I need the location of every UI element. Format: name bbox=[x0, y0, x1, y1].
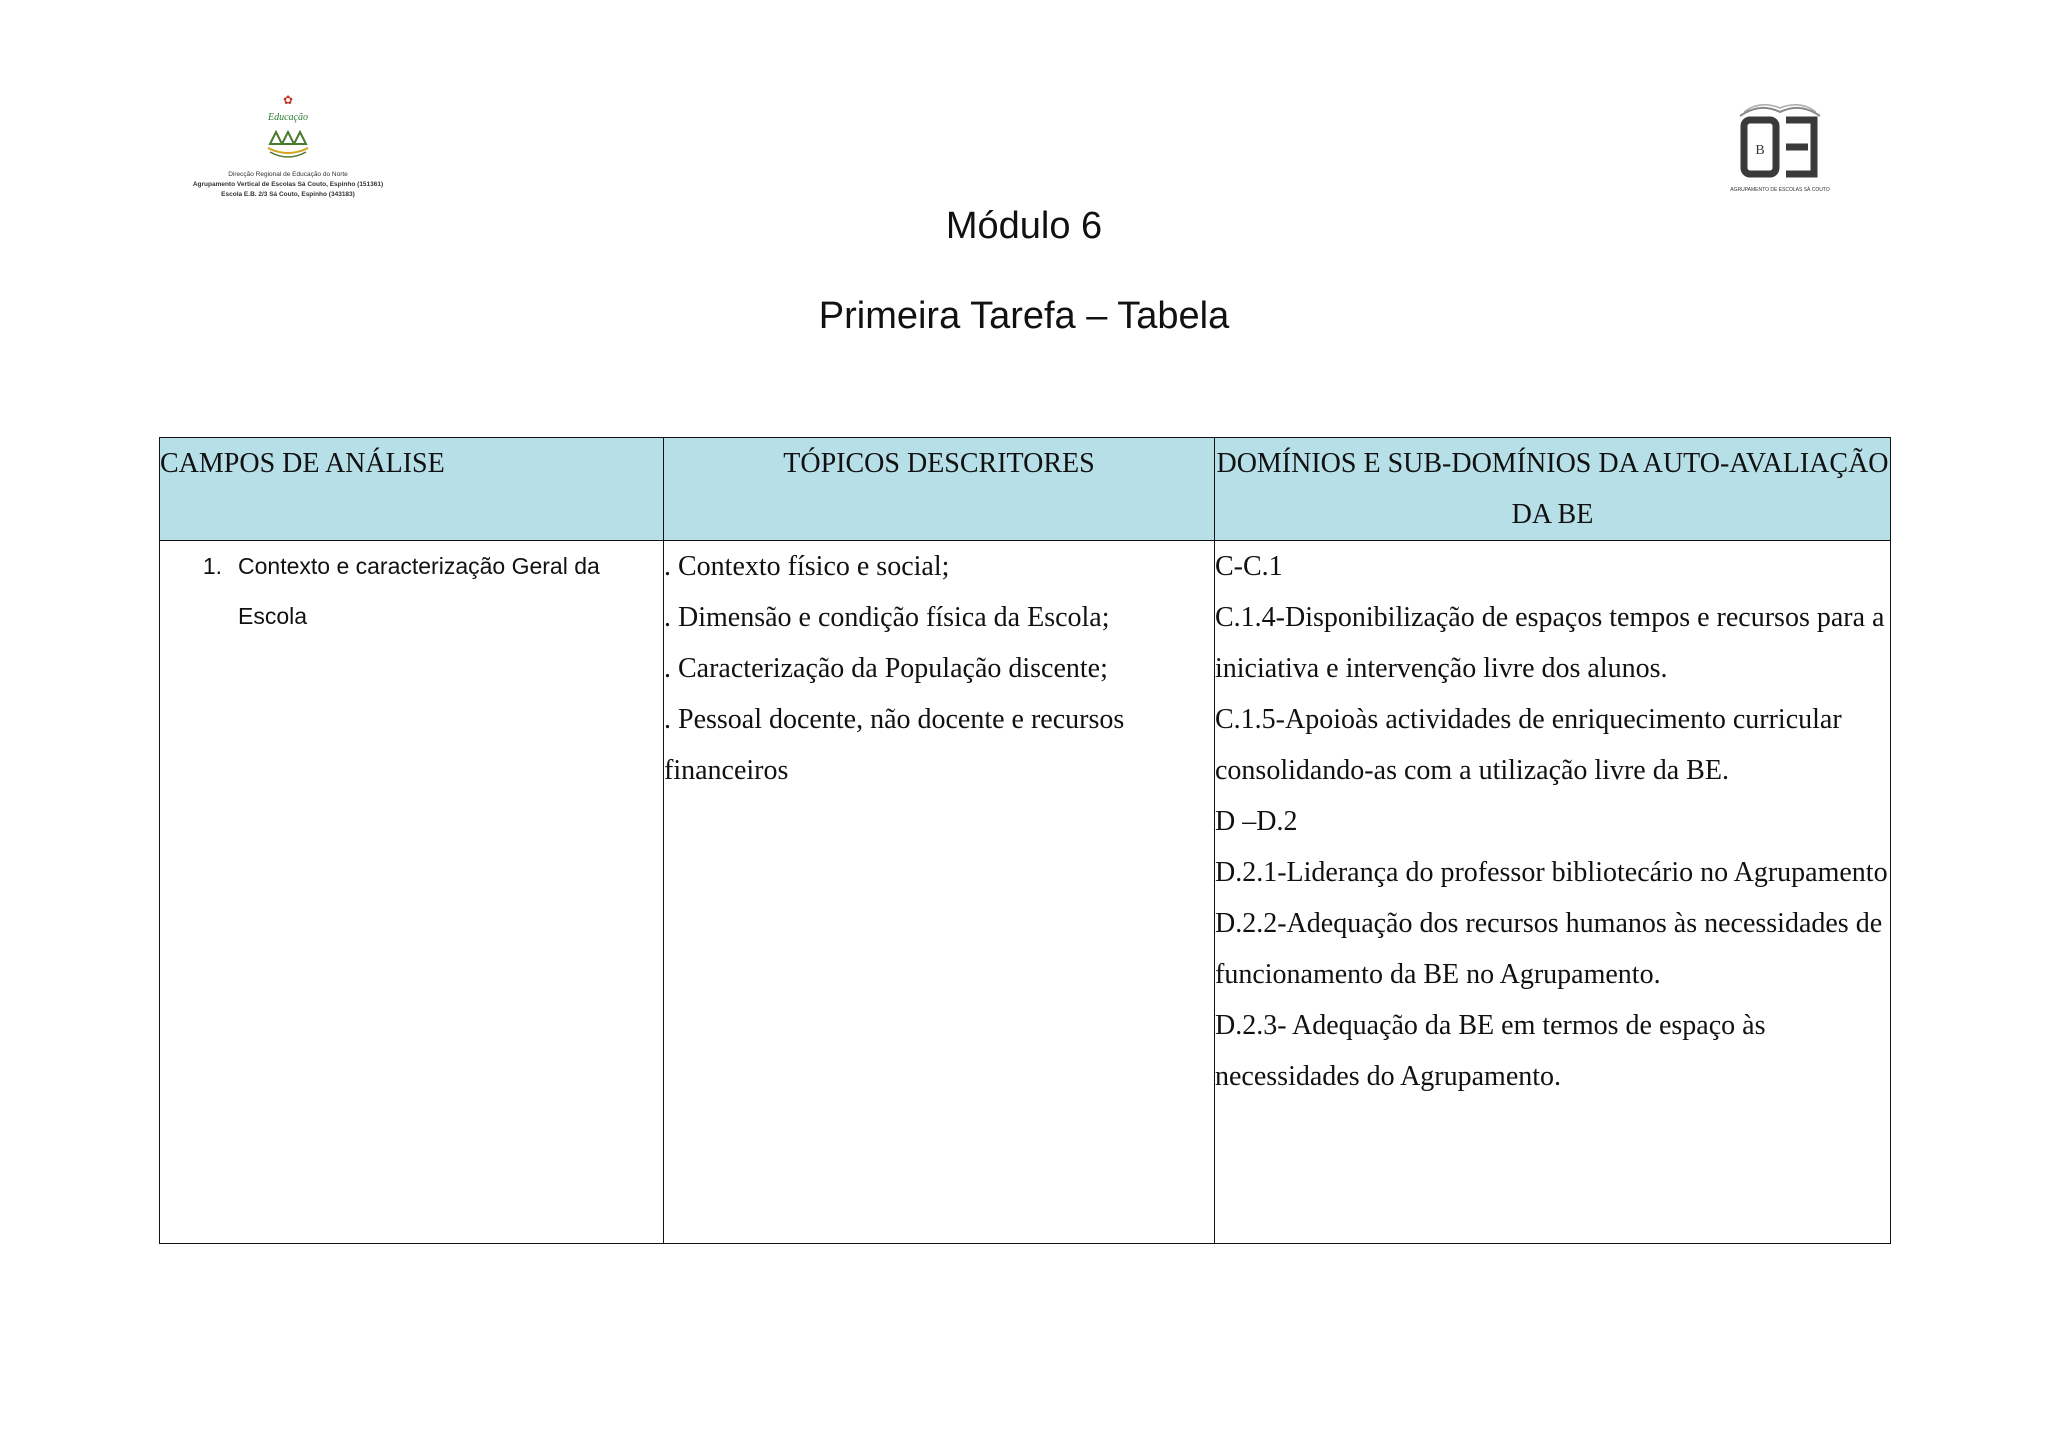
page-subtitle: Primeira Tarefa – Tabela bbox=[818, 295, 1230, 337]
column-header-dominios: DOMÍNIOS E SUB-DOMÍNIOS DA AUTO-AVALIAÇÃO DA BE bbox=[1215, 438, 1891, 541]
column-header-campos: CAMPOS DE ANÁLISE bbox=[160, 438, 664, 541]
topico-item: . Pessoal docente, não docente e recursos financeiros bbox=[664, 704, 1125, 786]
table-header-row bbox=[160, 438, 1891, 541]
campo-list-item bbox=[160, 541, 663, 641]
topicos-cell bbox=[664, 541, 1215, 1244]
school-logo-block bbox=[168, 92, 408, 200]
org-line-3: Escola E.B. 2/3 Sá Couto, Espinho (343183) bbox=[221, 191, 355, 198]
dominios-cell bbox=[1215, 541, 1891, 1244]
dominio-item: C-C.1 bbox=[1215, 551, 1283, 582]
topico-item: . Caracterização da População discente; bbox=[664, 653, 1108, 684]
topico-item: . Dimensão e condição física da Escola; bbox=[664, 602, 1110, 633]
analysis-table bbox=[159, 437, 1891, 1244]
org-line-2: Agrupamento Vertical de Escolas Sá Couto, Espinho (151361) bbox=[192, 181, 384, 188]
svg-text:Educação: Educação bbox=[268, 112, 308, 123]
dominio-item: D.2.3- Adequação da BE em termos de espaço às necessidades do Agrupamento. bbox=[1215, 1010, 1766, 1092]
page-title: Módulo 6 bbox=[945, 205, 1103, 247]
campo-number: 1. bbox=[202, 553, 222, 579]
ministerio-educacao-logo-icon bbox=[258, 92, 318, 170]
table-row bbox=[160, 541, 1891, 1244]
campo-cell bbox=[160, 541, 664, 1244]
svg-text:B: B bbox=[1755, 143, 1765, 158]
dominio-item: C.1.5-Apoioàs actividades de enriquecimento curricular consolidando-as com a utilização livre da BE. bbox=[1215, 704, 1842, 786]
dominio-item: D.2.2-Adequação dos recursos humanos às necessidades de funcionamento da BE no Agrupamento. bbox=[1215, 908, 1883, 990]
dominio-item: D –D.2 bbox=[1215, 806, 1298, 837]
svg-text:✿: ✿ bbox=[282, 93, 294, 107]
column-header-topicos: TÓPICOS DESCRITORES bbox=[664, 438, 1215, 541]
campo-text: Contexto e caracterização Geral da Escola bbox=[238, 553, 600, 629]
biblioteca-logo-icon bbox=[1730, 94, 1830, 182]
library-logo-block bbox=[1725, 94, 1835, 194]
topico-item: . Contexto físico e social; bbox=[664, 551, 950, 582]
org-line-1: Direcção Regional de Educação do Norte bbox=[228, 171, 348, 178]
dominio-item: D.2.1-Liderança do professor bibliotecário no Agrupamento bbox=[1215, 857, 1888, 888]
library-logo-caption: AGRUPAMENTO DE ESCOLAS SÁ COUTO bbox=[1730, 187, 1830, 193]
dominio-item: C.1.4-Disponibilização de espaços tempos e recursos para a iniciativa e intervenção livre dos alunos. bbox=[1215, 602, 1885, 684]
